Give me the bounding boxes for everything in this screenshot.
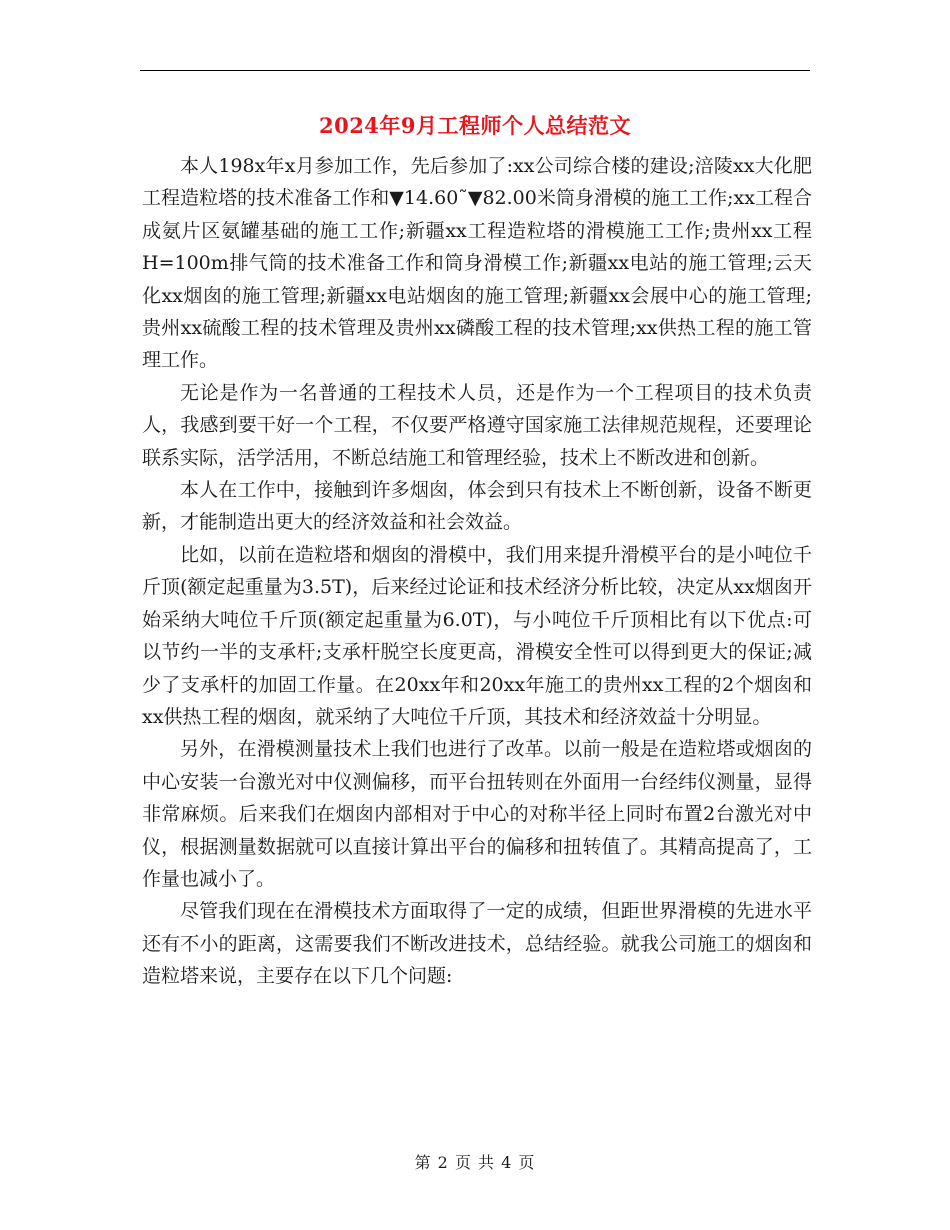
paragraph-6: 尽管我们现在在滑模技术方面取得了一定的成绩，但距世界滑模的先进水平还有不小的距离，这需要我们不断改进技术，总结经验。就我公司施工的烟囱和造粒塔来说，主要存在以下几个问题: [142, 900, 812, 988]
paragraph-5: 另外，在滑模测量技术上我们也进行了改革。以前一般是在造粒塔或烟囱的中心安装一台激光对中仪测偏移，而平台扭转则在外面用一台经纬仪测量，显得非常麻烦。后来我们在烟囱内部相对于中心的对称半径上同时布置2台激光对中仪，根据测量数据就可以直接计算出平台的偏移和扭转值了。其精高提高了，工作量也减小了。 [142, 738, 812, 890]
document-body [142, 150, 812, 993]
page-title: 2024年9月工程师个人总结范文 [318, 113, 632, 138]
page-number-footer: 第 2 页 共 4 页 [414, 1153, 536, 1172]
paragraph-4: 比如，以前在造粒塔和烟囱的滑模中，我们用来提升滑模平台的是小吨位千斤顶(额定起重量为3.5T)，后来经过论证和技术经济分析比较，决定从xx烟囱开始采纳大吨位千斤顶(额定起重量为6.0T)，与小吨位千斤顶相比有以下优点:可以节约一半的支承杆;支承杆脱空长度更高，滑模安全性可以得到更大的保证;减少了支承杆的加固工作量。在20xx年和20xx年施工的贵州xx工程的2个烟囱和xx供热工程的烟囱，就采纳了大吨位千斤顶，其技术和经济效益十分明显。 [142, 543, 812, 728]
paragraph-1: 本人198x年x月参加工作，先后参加了:xx公司综合楼的建设;涪陵xx大化肥工程造粒塔的技术准备工作和▼14.60˜▼82.00米筒身滑模的施工工作;xx工程合成氨片区氨罐基础的施工工作;新疆xx工程造粒塔的滑模施工工作;贵州xx工程H=100m排气筒的技术准备工作和筒身滑模工作;新疆xx电站的施工管理;云天化xx烟囱的施工管理;新疆xx电站烟囱的施工管理;新疆xx会展中心的施工管理;贵州xx硫酸工程的技术管理及贵州xx磷酸工程的技术管理;xx供热工程的施工管理工作。 [142, 155, 812, 372]
paragraph-3: 本人在工作中，接触到许多烟囱，体会到只有技术上不断创新，设备不断更新，才能制造出更大的经济效益和社会效益。 [142, 479, 812, 534]
header-rule [140, 70, 810, 71]
paragraph-2: 无论是作为一名普通的工程技术人员，还是作为一个工程项目的技术负责人，我感到要干好一个工程，不仅要严格遵守国家施工法律规范规程，还要理论联系实际，活学活用，不断总结施工和管理经验，技术上不断改进和创新。 [142, 381, 812, 469]
